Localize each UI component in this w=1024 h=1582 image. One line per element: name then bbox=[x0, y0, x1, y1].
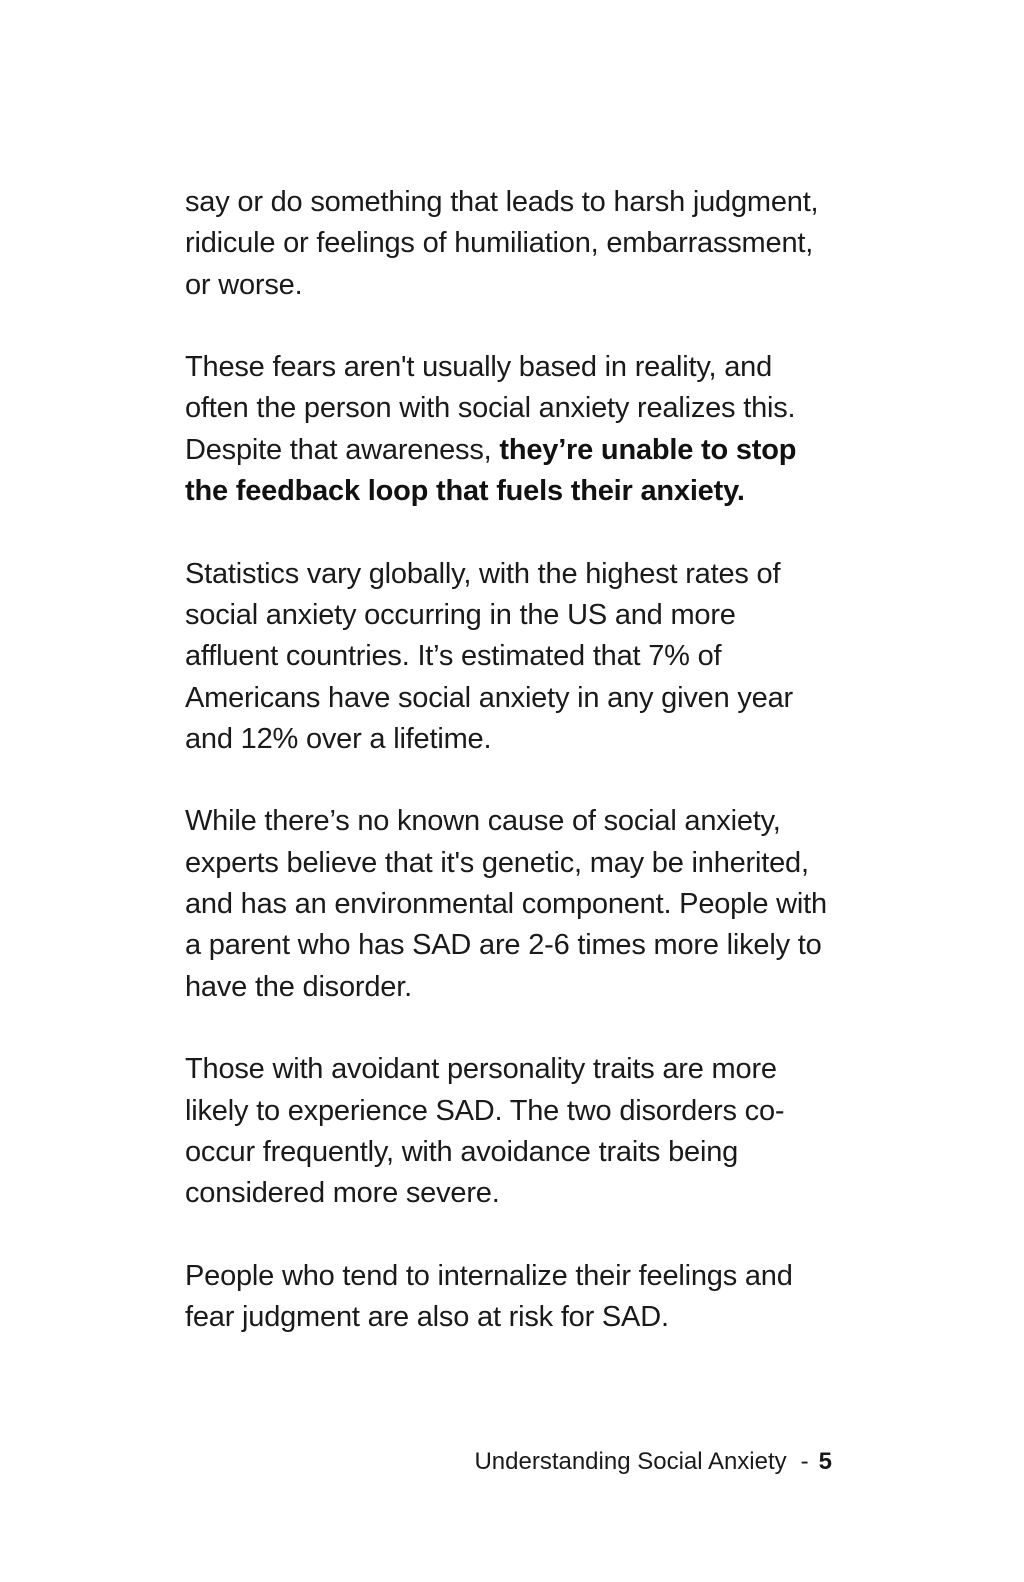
paragraph-3-text: Statistics vary globally, with the highest rates of social anxiety occurring in the US and more affluent countries. It’s estimated that 7% of Americans have social anxiety in any given year and 12% over a lifetime. bbox=[185, 557, 793, 755]
paragraph-1-text: say or do something that leads to harsh judgment, ridicule or feelings of humiliation, embarrassment, or worse. bbox=[185, 186, 819, 301]
paragraph-3 bbox=[185, 554, 835, 760]
paragraph-2-bold-text: they’re unable to stop the feedback loop that fuels their anxiety. bbox=[185, 433, 797, 508]
paragraph-4 bbox=[185, 801, 835, 1007]
page-number: 5 bbox=[818, 1448, 832, 1475]
paragraph-5 bbox=[185, 1049, 835, 1214]
paragraph-2 bbox=[185, 347, 835, 512]
footer-title: Understanding Social Anxiety bbox=[474, 1448, 787, 1475]
paragraph-5-text: Those with avoidant personality traits are more likely to experience SAD. The two disorders co-occur frequently, with avoidance traits being considered more severe. bbox=[185, 1053, 785, 1210]
page-footer bbox=[474, 1446, 832, 1478]
body-text bbox=[185, 182, 835, 1338]
paragraph-6 bbox=[185, 1256, 835, 1339]
footer-separator: - bbox=[800, 1448, 809, 1475]
paragraph-2-text: These fears aren't usually based in reality, and often the person with social anxiety realizes this. Despite that awareness, bbox=[185, 351, 796, 466]
paragraph-6-text: People who tend to internalize their feelings and fear judgment are also at risk for SAD. bbox=[185, 1259, 793, 1334]
paragraph-4-text: While there’s no known cause of social anxiety, experts believe that it's genetic, may be inherited, and has an environmental component. People with a parent who has SAD are 2-6 times more likely to have the disorder. bbox=[185, 805, 827, 1003]
paragraph-1 bbox=[185, 182, 835, 306]
